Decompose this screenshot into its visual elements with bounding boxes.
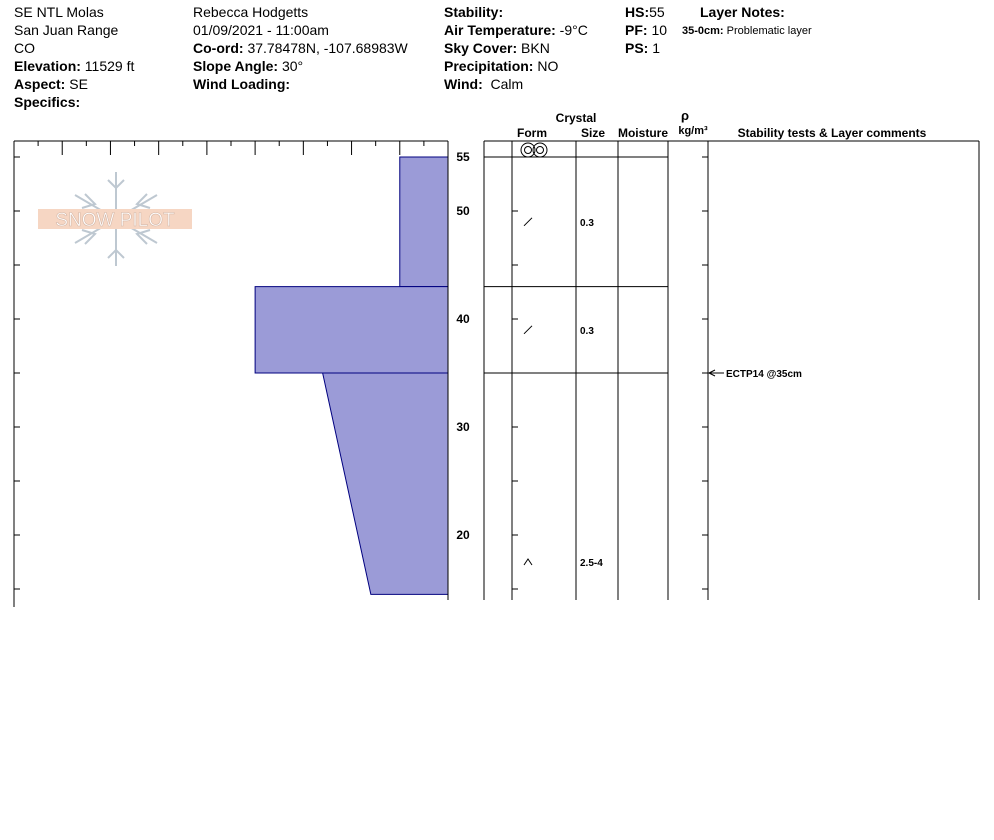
sky-label: Sky Cover:	[444, 40, 518, 56]
hardness-layer	[400, 157, 448, 287]
depth-label: 55	[456, 150, 470, 164]
aspect-value: SE	[69, 76, 88, 92]
snowpilot-logo	[38, 172, 192, 266]
elevation-value: 11529 ft	[84, 58, 135, 74]
crystal-header: Crystal	[555, 111, 597, 125]
moisture-header: Moisture	[617, 126, 669, 140]
density-unit-header: kg/m³	[678, 125, 708, 137]
depth-label: 30	[456, 420, 470, 434]
layer-notes-label: Layer Notes:	[700, 4, 785, 20]
crystal-form-icon	[524, 559, 532, 565]
crystal-form-icon	[524, 326, 532, 334]
rho-header: ρ	[680, 108, 690, 123]
depth-labels	[456, 150, 470, 542]
hs-value: 55	[649, 4, 665, 20]
hardness-layer	[255, 287, 448, 373]
stability-label: Stability:	[444, 4, 504, 20]
location-name: SE NTL Molas	[14, 4, 104, 20]
logo-text: SNOW PILOT	[55, 210, 175, 231]
depth-label: 50	[456, 204, 470, 218]
layer-note-depth: 35-0cm:	[682, 25, 724, 37]
specifics-label: Specifics:	[14, 94, 81, 110]
aspect-label: Aspect:	[14, 76, 66, 92]
air-temp-label: Air Temperature:	[444, 22, 556, 38]
wind-label: Wind:	[444, 76, 483, 92]
ps-label: PS:	[625, 40, 649, 56]
layer-table	[484, 108, 979, 600]
state-name: CO	[14, 40, 35, 56]
coord-label: Co-ord:	[193, 40, 244, 56]
form-header: Form	[517, 126, 547, 140]
layer-note-text: Problematic layer	[726, 25, 812, 37]
wind-value: Calm	[490, 76, 524, 92]
hs-label: HS:	[625, 4, 650, 20]
crystal-size: 0.3	[580, 217, 594, 229]
hardness-layer	[323, 373, 448, 594]
size-header: Size	[580, 126, 606, 140]
coord-value: 37.78478N, -107.68983W	[247, 40, 408, 56]
crystal-size: 0.3	[580, 325, 594, 337]
air-temp-value: -9°C	[559, 22, 588, 38]
stability-header: Stability tests & Layer comments	[737, 126, 927, 140]
stability-test-label: ECTP14 @35cm	[726, 369, 802, 380]
observer-name: Rebecca Hodgetts	[193, 4, 309, 20]
crystal-size: 2.5-4	[580, 558, 603, 569]
precip-value: NO	[537, 58, 559, 74]
surface-hoar-icon	[521, 143, 547, 157]
depth-label: 20	[456, 528, 470, 542]
ps-value: 1	[652, 40, 661, 56]
stability-tests	[709, 369, 802, 380]
observation-datetime: 01/09/2021 - 11:00am	[193, 22, 329, 38]
crystal-entries	[524, 218, 603, 569]
pf-value: 10	[651, 22, 668, 38]
slope-label: Slope Angle:	[193, 58, 279, 74]
range-name: San Juan Range	[14, 22, 119, 38]
hardness-profile	[255, 157, 448, 594]
pf-label: PF:	[625, 22, 648, 38]
precip-label: Precipitation:	[444, 58, 534, 74]
crystal-form-icon	[524, 218, 532, 226]
wind-loading-label: Wind Loading:	[193, 76, 291, 92]
elevation-label: Elevation:	[14, 58, 81, 74]
slope-value: 30°	[281, 58, 304, 74]
depth-label: 40	[456, 312, 470, 326]
sky-value: BKN	[521, 40, 550, 56]
